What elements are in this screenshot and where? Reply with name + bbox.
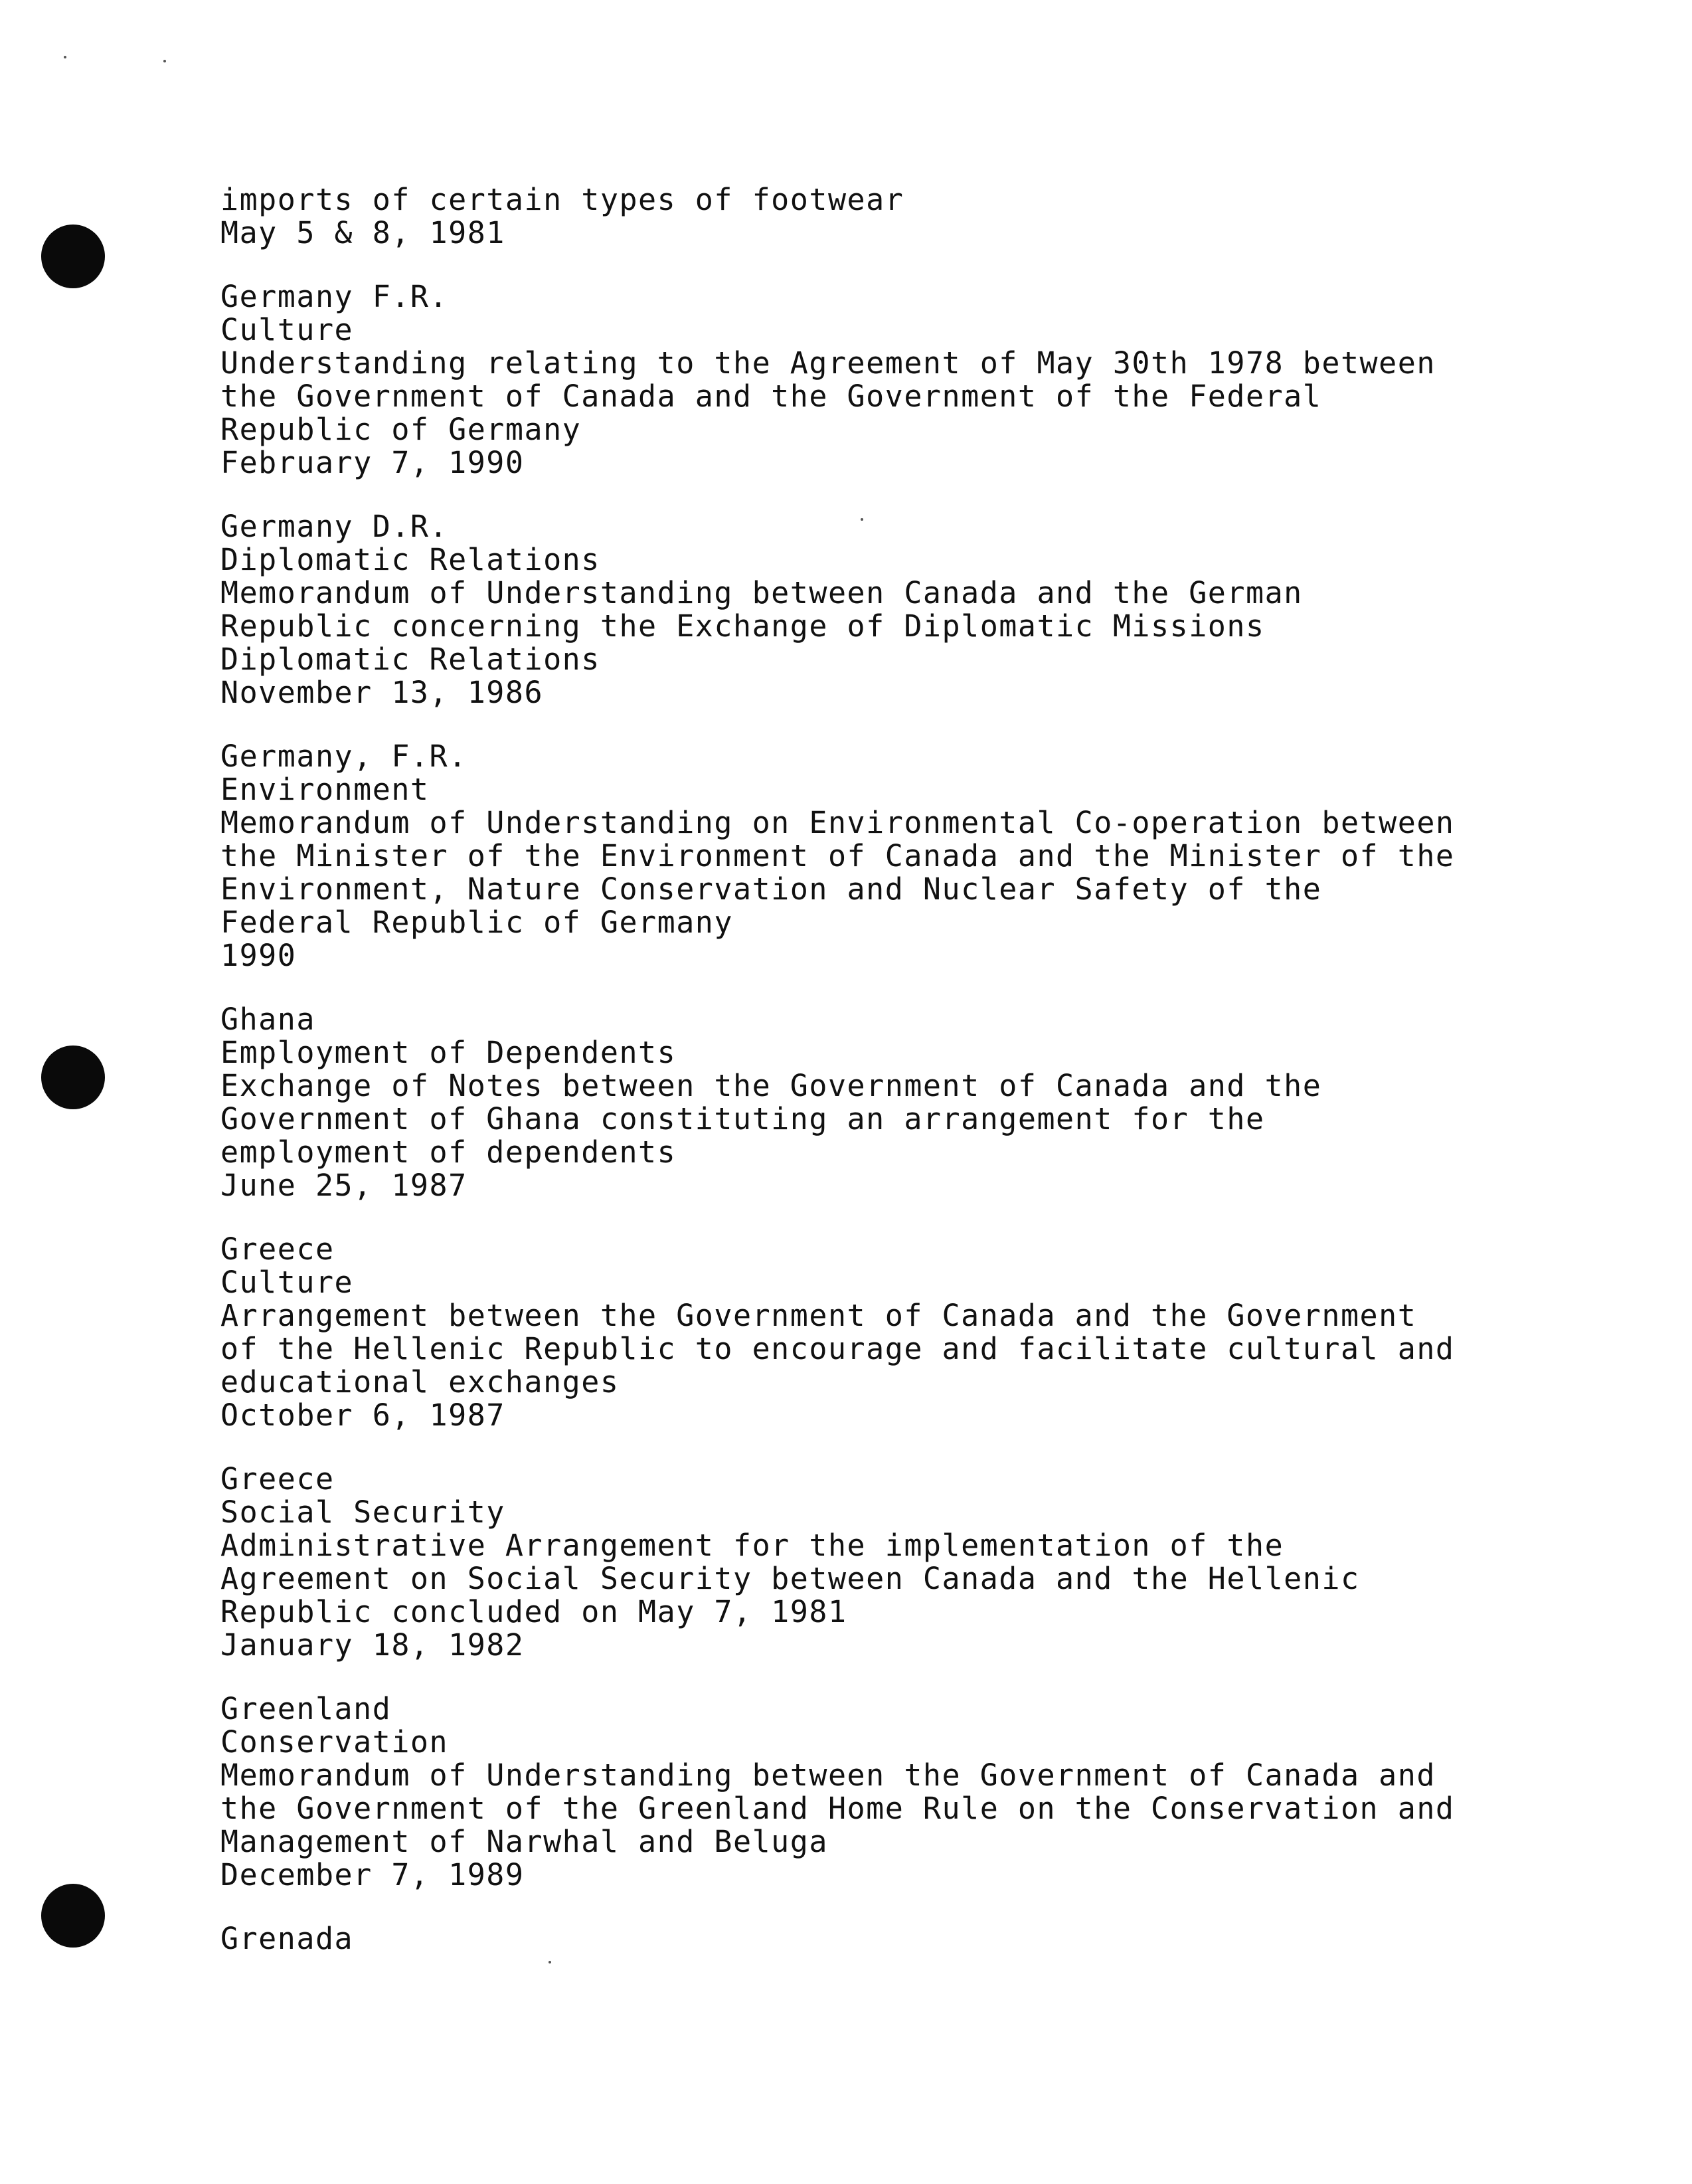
punch-hole-top [41,225,105,288]
entry-description-line: of the Hellenic Republic to encourage and facilitate cultural and [220,1331,1455,1366]
entry-description-line: Republic of Germany [220,412,582,447]
entry-subject: Culture [220,312,354,347]
entry-date: 1990 [220,938,297,973]
entry-description-line: Administrative Arrangement for the implementation of the [220,1528,1284,1563]
entry-country: Greece [220,1231,335,1267]
entry-description-line: Memorandum of Understanding between Canada and the German [220,575,1303,610]
entry-description-line: the Government of the Greenland Home Rule on the Conservation and [220,1791,1455,1826]
entry-description-line: the Government of Canada and the Government of the Federal [220,379,1322,414]
intro-date: May 5 & 8, 1981 [220,215,505,250]
entry-description-line: educational exchanges [220,1364,620,1400]
treaty-entry [220,510,1549,709]
entry-subject: Culture [220,1265,354,1300]
entry-description-line: Agreement on Social Security between Canada and the Hellenic [220,1561,1360,1596]
entry-subject: Diplomatic Relations [220,542,600,577]
entry-description-line: employment of dependents [220,1135,677,1170]
treaty-entry [220,1233,1549,1432]
entry-country: Ghana [220,1002,315,1037]
entry-description-line: Management of Narwhal and Beluga [220,1824,828,1859]
intro-line: imports of certain types of footwear [220,182,904,217]
scan-speck [163,60,166,62]
punch-hole-middle [41,1046,105,1109]
entry-description-line: Republic concerning the Exchange of Diplomatic Missions [220,608,1265,644]
entry-description-line: Arrangement between the Government of Canada and the Government [220,1298,1417,1333]
entry-country: Germany F.R. [220,279,449,314]
entry-country: Germany, F.R. [220,739,467,774]
entry-description-line: Environment, Nature Conservation and Nuclear Safety of the [220,871,1322,907]
treaty-list [220,183,1549,1986]
treaty-entry [220,1692,1549,1892]
entry-subject: Social Security [220,1495,505,1530]
treaty-entry [220,1463,1549,1662]
entry-description-line: Understanding relating to the Agreement of May 30th 1978 between [220,345,1436,381]
treaty-entry [220,740,1549,972]
intro-block [220,183,1549,250]
entry-description-line: Diplomatic Relations [220,642,600,677]
treaty-entry-trailing [220,1922,1549,1956]
entry-description-line: Republic concluded on May 7, 1981 [220,1594,847,1629]
entry-date: October 6, 1987 [220,1398,505,1433]
entry-subject: Employment of Dependents [220,1035,677,1070]
entry-date: February 7, 1990 [220,445,525,480]
entry-date: December 7, 1989 [220,1857,525,1892]
entry-country: Greece [220,1461,335,1497]
entry-subject: Environment [220,772,430,807]
entry-description-line: Memorandum of Understanding between the Government of Canada and [220,1758,1436,1793]
treaty-entry [220,1003,1549,1202]
treaty-entry [220,280,1549,480]
entry-country: Greenland [220,1691,392,1726]
entry-description-line: Federal Republic of Germany [220,905,733,940]
entry-date: June 25, 1987 [220,1168,467,1203]
entry-description-line: Memorandum of Understanding on Environmental Co-operation between [220,805,1455,840]
punch-hole-bottom [41,1884,105,1948]
entry-description-line: Exchange of Notes between the Government of Canada and the [220,1068,1322,1103]
scan-speck [64,56,66,58]
entry-subject: Conservation [220,1724,449,1760]
entry-country: Grenada [220,1921,354,1956]
entry-date: January 18, 1982 [220,1627,525,1663]
entry-description-line: Government of Ghana constituting an arrangement for the [220,1101,1265,1137]
entry-date: November 13, 1986 [220,675,544,710]
entry-country: Germany D.R. [220,509,449,544]
entry-description-line: the Minister of the Environment of Canada and the Minister of the [220,838,1455,873]
